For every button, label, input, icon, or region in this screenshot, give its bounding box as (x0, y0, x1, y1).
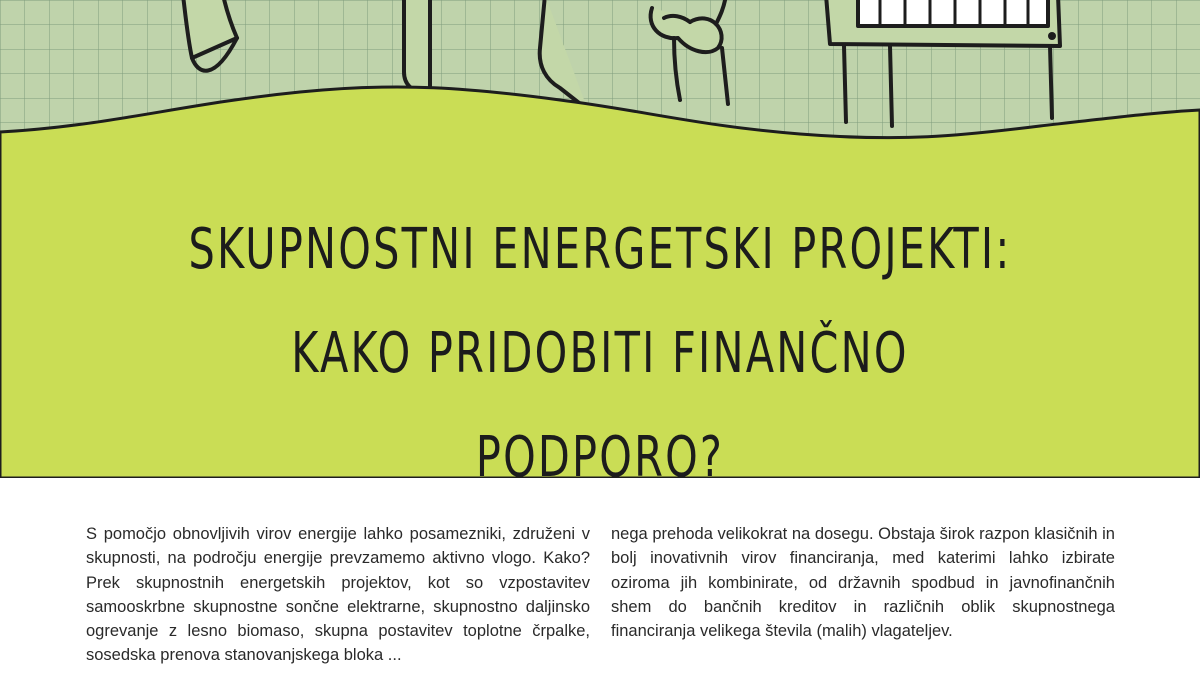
page-title (156, 198, 1044, 478)
title-line-2: KAKO PRIDOBITI FINANČNO (291, 320, 909, 386)
article-column-right: nega prehoda velikokrat na dosegu. Obstaja širok razpon klasičnih in bolj inovativnih virov financiranja, med katerimi lahko izbirate oziroma jih kombinirate, od državnih spodbud in javnofinančnih shem do bančnih kreditov in različnih oblik skupnostnega financiranja velikega števila (malih) vlagateljev. (611, 525, 1115, 641)
article-column-left: S pomočjo obnovljivih virov energije lahko posamezniki, združeni v skupnosti, na področju energije prevzamemo aktivno vlogo. Kako? Prek skupnostnih energetskih projektov, kot so vzpostavitev samooskrbne skupnostne sončne elektrarne, skupnostno daljinsko ogrevanje z lesno biomaso, skupna postavitev toplotne črpalke, sosedska prenova stanovanjskega bloka ... (86, 525, 590, 665)
title-line-3: PODPORO? (475, 424, 725, 478)
title-line-1: SKUPNOSTNI ENERGETSKI PROJEKTI: (188, 216, 1012, 282)
